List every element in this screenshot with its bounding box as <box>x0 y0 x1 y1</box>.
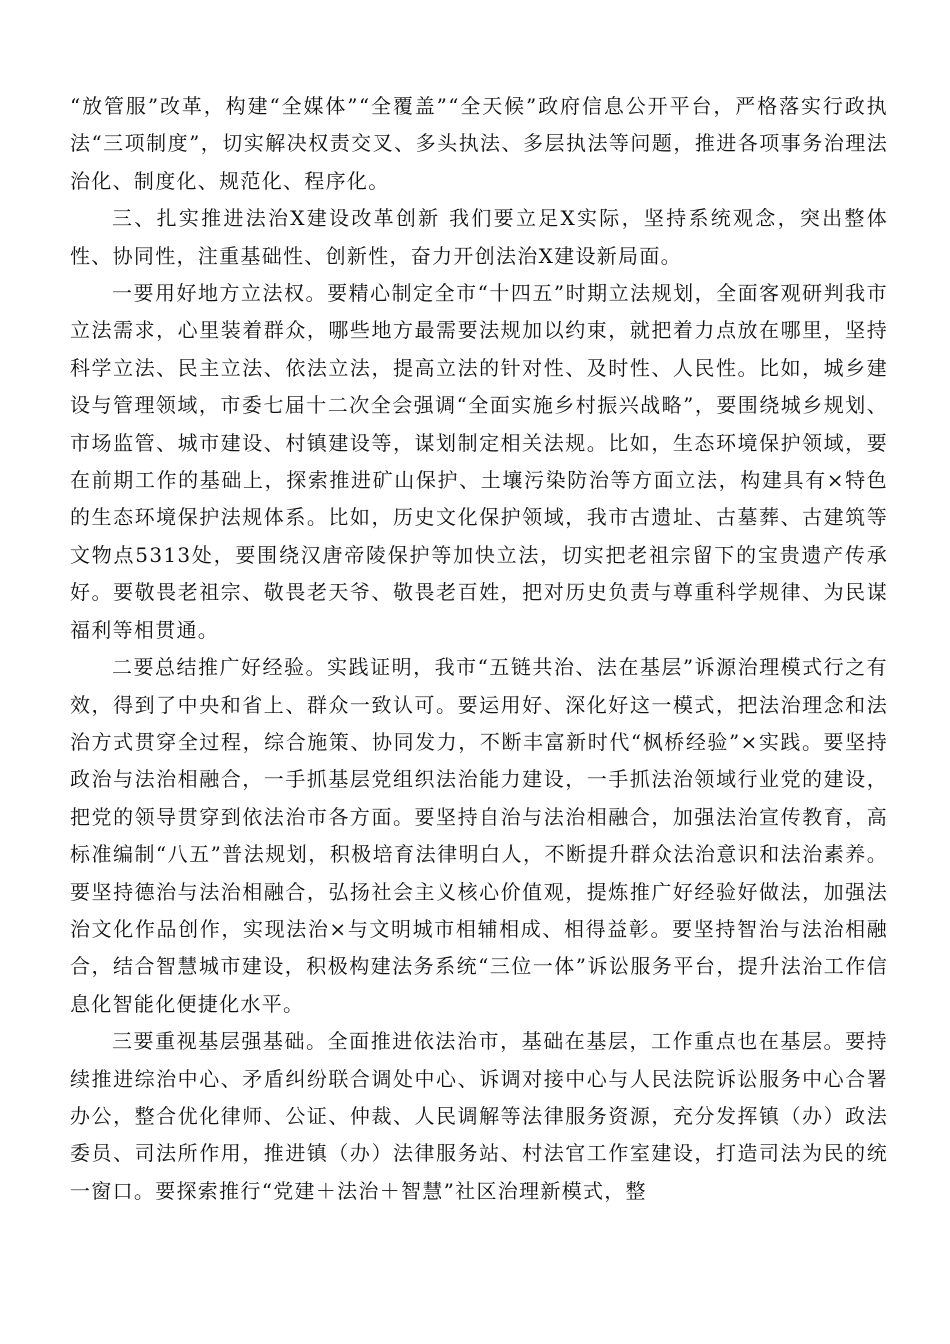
paragraph-local-legislation: 一要用好地方立法权。要精心制定全市“十四五”时期立法规划，全面客观研判我市立法需求，心里装着群众，哪些地方最需要法规加以约束，就把着力点放在哪里，坚持科学立法、民主立法、依法立法，提高立法的针对性、及时性、人民性。比如，城乡建设与管理领域，市委七届十二次全会强调“全面实施乡村振兴战略”，要围绕城乡规划、市场监管、城市建设、村镇建设等，谋划制定相关法规。比如，生态环境保护领域，要在前期工作的基础上，探索推进矿山保护、土壤污染防治等方面立法，构建具有×特色的生态环境保护法规体系。比如，历史文化保护领域，我市古遗址、古墓葬、古建筑等文物点5313处，要围绕汉唐帝陵保护等加快立法，切实把老祖宗留下的宝贵遗产传承好。要敬畏老祖宗、敬畏老天爷、敬畏老百姓，把对历史负责与尊重科学规律、为民谋福利等相贯通。 <box>70 281 888 642</box>
paragraph-section-three-heading: 三、扎实推进法治X建设改革创新 我们要立足X实际，坚持系统观念，突出整体性、协同性，注重基础性、创新性，奋力开创法治X建设新局面。 <box>70 206 888 268</box>
paragraph-promote-experience: 二要总结推广好经验。实践证明，我市“五链共治、法在基层”诉源治理模式行之有效，得到了中央和省上、群众一致认可。要运用好、深化好这一模式，把法治理念和法治方式贯穿全过程，综合施策、协同发力，不断丰富新时代“枫桥经验”×实践。要坚持政治与法治相融合，一手抓基层党组织法治能力建设，一手抓法治领域行业党的建设，把党的领导贯穿到依法治市各方面。要坚持自治与法治相融合，加强法治宣传教育，高标准编制“八五”普法规划，积极培育法律明白人，不断提升群众法治意识和法治素养。要坚持德治与法治相融合，弘扬社会主义核心价值观，提炼推广好经验好做法，加强法治文化作品创作，实现法治×与文明城市相辅相成、相得益彰。要坚持智治与法治相融合，结合智慧城市建设，积极构建法务系统“三位一体”诉讼服务平台，提升法治工作信息化智能化便捷化水平。 <box>70 655 888 1016</box>
paragraph-continuation: “放管服”改革，构建“全媒体”“全覆盖”“全天候”政府信息公开平台，严格落实行政执法“三项制度”，切实解决权责交叉、多头执法、多层执法等问题，推进各项事务治理法治化、制度化、规范化、程序化。 <box>70 94 888 193</box>
paragraph-grassroots-foundation: 三要重视基层强基础。全面推进依法治市，基础在基层，工作重点也在基层。要持续推进综治中心、矛盾纠纷联合调处中心、诉调对接中心与人民法院诉讼服务中心合署办公，整合优化律师、公证、仲裁、人民调解等法律服务资源，充分发挥镇（办）政法委员、司法所作用，推进镇（办）法律服务站、村法官工作室建设，打造司法为民的统一窗口。要探索推行“党建＋法治＋智慧”社区治理新模式，整 <box>70 1029 888 1203</box>
